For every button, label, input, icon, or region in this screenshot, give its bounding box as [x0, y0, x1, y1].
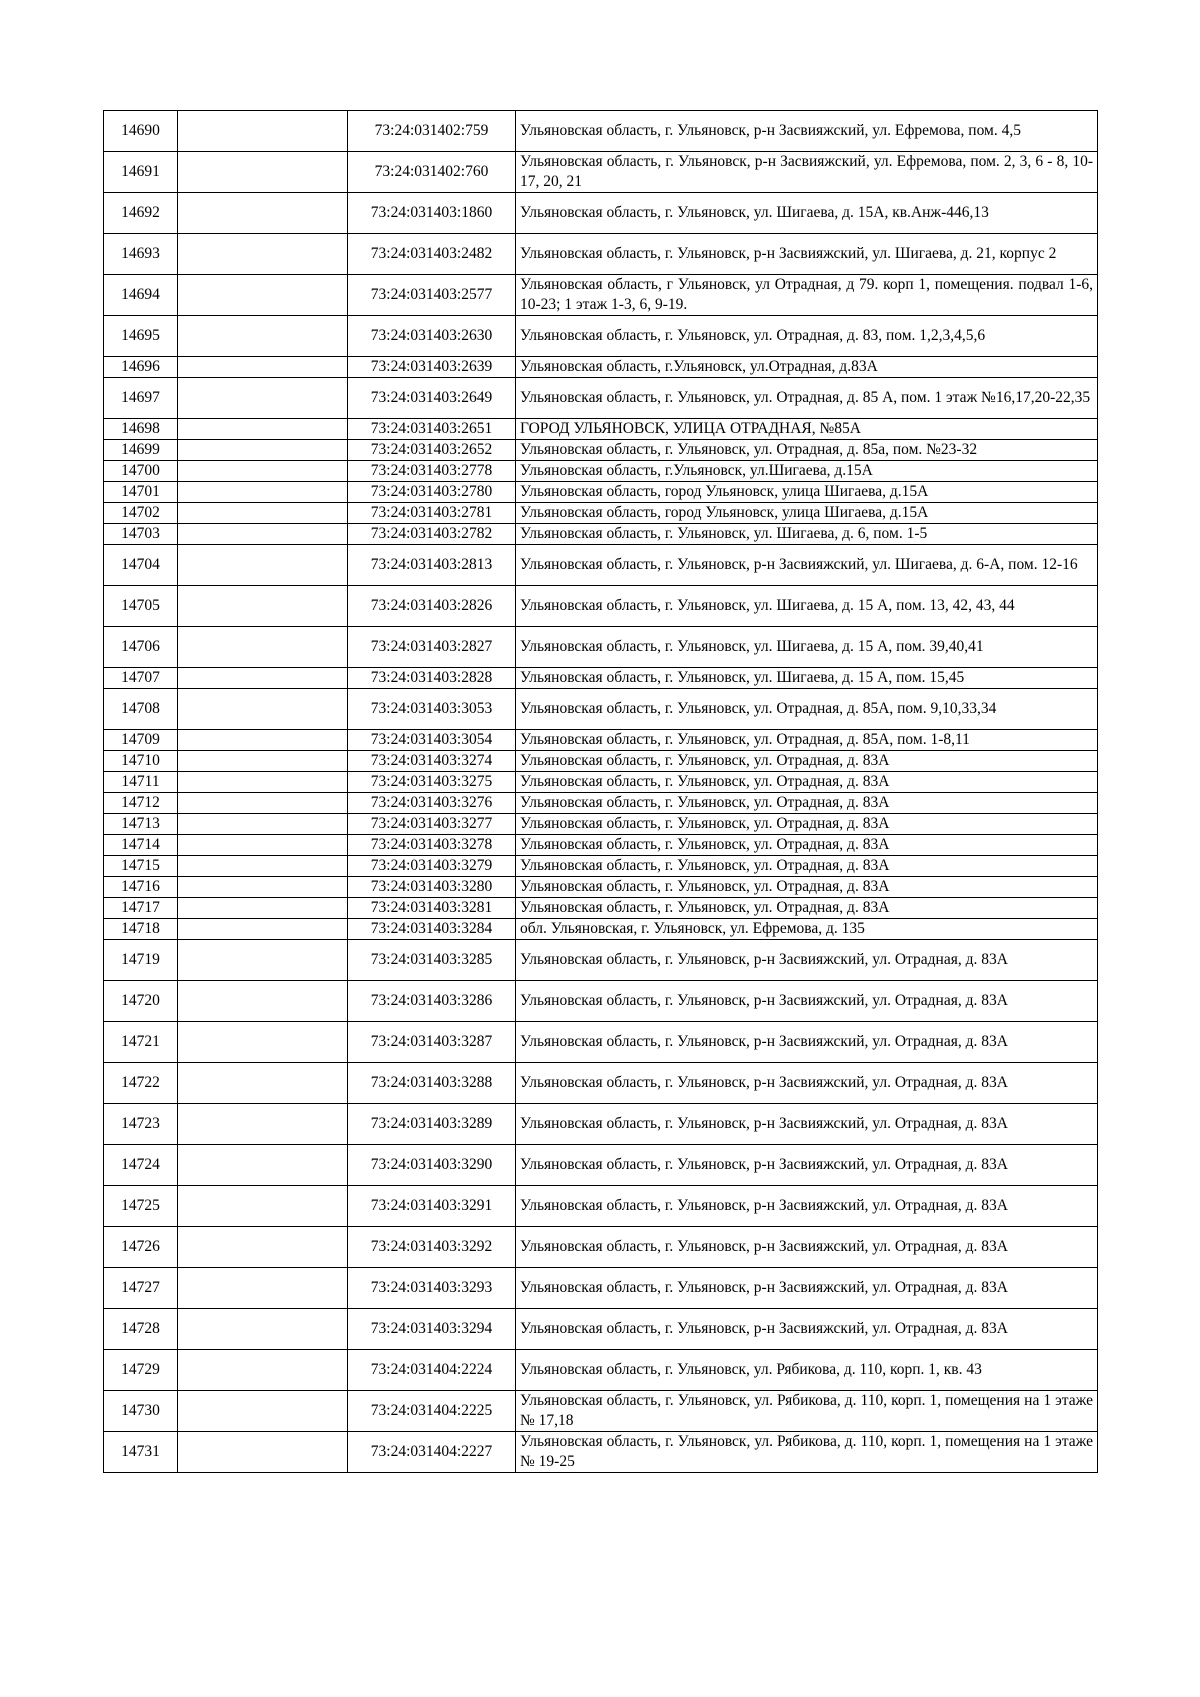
empty-cell [178, 440, 348, 461]
table-row [104, 482, 1098, 503]
table-row [104, 1063, 1098, 1104]
row-number: 14705 [104, 586, 178, 627]
empty-cell [178, 152, 348, 193]
empty-cell [178, 981, 348, 1022]
row-number: 14724 [104, 1145, 178, 1186]
address-cell: Ульяновская область, г. Ульяновск, ул. Отрадная, д. 85а, пом. №23-32 [516, 440, 1098, 461]
empty-cell [178, 111, 348, 152]
row-number: 14715 [104, 856, 178, 877]
cadastral-number: 73:24:031403:2782 [348, 524, 516, 545]
table-row [104, 877, 1098, 898]
cadastral-number: 73:24:031403:2781 [348, 503, 516, 524]
cadastral-table-body [104, 111, 1098, 1473]
empty-cell [178, 877, 348, 898]
address-cell: Ульяновская область, г. Ульяновск, ул. Рябикова, д. 110, корп. 1, помещения на 1 этаже № 19-25 [516, 1432, 1098, 1473]
row-number: 14693 [104, 234, 178, 275]
table-row [104, 940, 1098, 981]
cadastral-number: 73:24:031403:3287 [348, 1022, 516, 1063]
row-number: 14728 [104, 1309, 178, 1350]
row-number: 14717 [104, 898, 178, 919]
address-cell: Ульяновская область, г. Ульяновск, ул. Отрадная, д. 83А [516, 793, 1098, 814]
row-number: 14731 [104, 1432, 178, 1473]
empty-cell [178, 689, 348, 730]
address-cell: Ульяновская область, г. Ульяновск, ул. Шигаева, д. 15 А, пом. 15,45 [516, 668, 1098, 689]
table-row [104, 772, 1098, 793]
cadastral-number: 73:24:031403:2630 [348, 316, 516, 357]
table-row [104, 689, 1098, 730]
row-number: 14729 [104, 1350, 178, 1391]
table-row [104, 814, 1098, 835]
empty-cell [178, 835, 348, 856]
table-row [104, 152, 1098, 193]
row-number: 14703 [104, 524, 178, 545]
empty-cell [178, 919, 348, 940]
empty-cell [178, 357, 348, 378]
table-row [104, 234, 1098, 275]
cadastral-number: 73:24:031403:3294 [348, 1309, 516, 1350]
cadastral-number: 73:24:031403:3053 [348, 689, 516, 730]
table-row [104, 1268, 1098, 1309]
table-row [104, 1350, 1098, 1391]
address-cell: Ульяновская область, г. Ульяновск, р-н Засвияжский, ул. Отрадная, д. 83А [516, 1063, 1098, 1104]
address-cell: Ульяновская область, г. Ульяновск, р-н Засвияжский, ул. Ефремова, пом. 2, 3, 6 - 8, 10-17, 20, 21 [516, 152, 1098, 193]
address-cell: Ульяновская область, г. Ульяновск, ул. Шигаева, д. 15А, кв.Анж-446,13 [516, 193, 1098, 234]
cadastral-number: 73:24:031402:760 [348, 152, 516, 193]
table-row [104, 1432, 1098, 1473]
cadastral-number: 73:24:031403:2827 [348, 627, 516, 668]
address-cell: Ульяновская область, г. Ульяновск, р-н Засвияжский, ул. Ефремова, пом. 4,5 [516, 111, 1098, 152]
table-row [104, 545, 1098, 586]
empty-cell [178, 275, 348, 316]
row-number: 14721 [104, 1022, 178, 1063]
cadastral-number: 73:24:031403:3054 [348, 730, 516, 751]
empty-cell [178, 524, 348, 545]
table-row [104, 193, 1098, 234]
empty-cell [178, 193, 348, 234]
table-row [104, 1104, 1098, 1145]
empty-cell [178, 1063, 348, 1104]
address-cell: обл. Ульяновская, г. Ульяновск, ул. Ефремова, д. 135 [516, 919, 1098, 940]
empty-cell [178, 378, 348, 419]
empty-cell [178, 1145, 348, 1186]
address-cell: Ульяновская область, г. Ульяновск, ул. Отрадная, д. 83А [516, 772, 1098, 793]
row-number: 14702 [104, 503, 178, 524]
empty-cell [178, 316, 348, 357]
empty-cell [178, 1309, 348, 1350]
empty-cell [178, 668, 348, 689]
table-row [104, 981, 1098, 1022]
cadastral-number: 73:24:031403:3284 [348, 919, 516, 940]
empty-cell [178, 898, 348, 919]
row-number: 14706 [104, 627, 178, 668]
address-cell: Ульяновская область, г. Ульяновск, р-н Засвияжский, ул. Отрадная, д. 83А [516, 981, 1098, 1022]
empty-cell [178, 751, 348, 772]
empty-cell [178, 419, 348, 440]
row-number: 14704 [104, 545, 178, 586]
cadastral-number: 73:24:031403:3285 [348, 940, 516, 981]
cadastral-number: 73:24:031403:3277 [348, 814, 516, 835]
table-row [104, 751, 1098, 772]
row-number: 14730 [104, 1391, 178, 1432]
row-number: 14726 [104, 1227, 178, 1268]
row-number: 14727 [104, 1268, 178, 1309]
table-row [104, 503, 1098, 524]
cadastral-number: 73:24:031403:3278 [348, 835, 516, 856]
address-cell: Ульяновская область, г. Ульяновск, ул. Отрадная, д. 85А, пом. 9,10,33,34 [516, 689, 1098, 730]
cadastral-number: 73:24:031403:2826 [348, 586, 516, 627]
address-cell: Ульяновская область, г. Ульяновск, р-н Засвияжский, ул. Отрадная, д. 83А [516, 1268, 1098, 1309]
row-number: 14714 [104, 835, 178, 856]
empty-cell [178, 772, 348, 793]
table-row [104, 668, 1098, 689]
table-row [104, 856, 1098, 877]
address-cell: Ульяновская область, г. Ульяновск, ул. Шигаева, д. 6, пом. 1-5 [516, 524, 1098, 545]
table-row [104, 461, 1098, 482]
cadastral-number: 73:24:031404:2224 [348, 1350, 516, 1391]
empty-cell [178, 461, 348, 482]
row-number: 14716 [104, 877, 178, 898]
cadastral-number: 73:24:031403:3279 [348, 856, 516, 877]
row-number: 14698 [104, 419, 178, 440]
empty-cell [178, 730, 348, 751]
row-number: 14718 [104, 919, 178, 940]
cadastral-number: 73:24:031403:3280 [348, 877, 516, 898]
cadastral-number: 73:24:031403:2577 [348, 275, 516, 316]
address-cell: Ульяновская область, г.Ульяновск, ул.Шигаева, д.15А [516, 461, 1098, 482]
row-number: 14707 [104, 668, 178, 689]
row-number: 14699 [104, 440, 178, 461]
table-row [104, 627, 1098, 668]
cadastral-number: 73:24:031403:1860 [348, 193, 516, 234]
row-number: 14697 [104, 378, 178, 419]
row-number: 14700 [104, 461, 178, 482]
address-cell: Ульяновская область, г. Ульяновск, ул. Шигаева, д. 15 А, пом. 39,40,41 [516, 627, 1098, 668]
address-cell: Ульяновская область, г. Ульяновск, ул. Отрадная, д. 83А [516, 751, 1098, 772]
table-row [104, 1022, 1098, 1063]
address-cell: Ульяновская область, г. Ульяновск, р-н Засвияжский, ул. Шигаева, д. 21, корпус 2 [516, 234, 1098, 275]
address-cell: Ульяновская область, г. Ульяновск, ул. Отрадная, д. 83А [516, 835, 1098, 856]
address-cell: Ульяновская область, г. Ульяновск, ул. Отрадная, д. 83А [516, 814, 1098, 835]
empty-cell [178, 1227, 348, 1268]
address-cell: Ульяновская область, г. Ульяновск, ул. Отрадная, д. 85А, пом. 1-8,11 [516, 730, 1098, 751]
cadastral-number: 73:24:031403:3281 [348, 898, 516, 919]
address-cell: Ульяновская область, г. Ульяновск, р-н Засвияжский, ул. Отрадная, д. 83А [516, 1104, 1098, 1145]
table-row [104, 419, 1098, 440]
cadastral-number: 73:24:031403:2828 [348, 668, 516, 689]
address-cell: Ульяновская область, г.Ульяновск, ул.Отрадная, д.83А [516, 357, 1098, 378]
row-number: 14701 [104, 482, 178, 503]
empty-cell [178, 482, 348, 503]
address-cell: Ульяновская область, город Ульяновск, улица Шигаева, д.15А [516, 482, 1098, 503]
cadastral-number: 73:24:031403:2652 [348, 440, 516, 461]
cadastral-number: 73:24:031403:2780 [348, 482, 516, 503]
address-cell: Ульяновская область, г. Ульяновск, ул. Отрадная, д. 83А [516, 898, 1098, 919]
table-row [104, 1391, 1098, 1432]
cadastral-number: 73:24:031403:3289 [348, 1104, 516, 1145]
table-row [104, 1309, 1098, 1350]
row-number: 14722 [104, 1063, 178, 1104]
table-row [104, 835, 1098, 856]
cadastral-number: 73:24:031403:2649 [348, 378, 516, 419]
document-page [103, 110, 1097, 1473]
row-number: 14713 [104, 814, 178, 835]
address-cell: Ульяновская область, г. Ульяновск, ул. Шигаева, д. 15 А, пом. 13, 42, 43, 44 [516, 586, 1098, 627]
table-row [104, 378, 1098, 419]
empty-cell [178, 793, 348, 814]
cadastral-number: 73:24:031403:2778 [348, 461, 516, 482]
row-number: 14723 [104, 1104, 178, 1145]
table-row [104, 919, 1098, 940]
row-number: 14695 [104, 316, 178, 357]
address-cell: Ульяновская область, г. Ульяновск, р-н Засвияжский, ул. Отрадная, д. 83А [516, 1186, 1098, 1227]
cadastral-number: 73:24:031403:3275 [348, 772, 516, 793]
empty-cell [178, 1186, 348, 1227]
empty-cell [178, 627, 348, 668]
address-cell: ГОРОД УЛЬЯНОВСК, УЛИЦА ОТРАДНАЯ, №85А [516, 419, 1098, 440]
cadastral-number: 73:24:031403:3292 [348, 1227, 516, 1268]
row-number: 14696 [104, 357, 178, 378]
table-row [104, 1227, 1098, 1268]
table-row [104, 316, 1098, 357]
table-row [104, 1145, 1098, 1186]
address-cell: Ульяновская область, г. Ульяновск, ул. Рябикова, д. 110, корп. 1, помещения на 1 этаже № 17,18 [516, 1391, 1098, 1432]
cadastral-number: 73:24:031403:2639 [348, 357, 516, 378]
address-cell: Ульяновская область, г. Ульяновск, р-н Засвияжский, ул. Отрадная, д. 83А [516, 940, 1098, 981]
address-cell: Ульяновская область, г. Ульяновск, р-н Засвияжский, ул. Шигаева, д. 6-А, пом. 12-16 [516, 545, 1098, 586]
table-row [104, 440, 1098, 461]
empty-cell [178, 940, 348, 981]
cadastral-number: 73:24:031402:759 [348, 111, 516, 152]
empty-cell [178, 234, 348, 275]
row-number: 14710 [104, 751, 178, 772]
address-cell: Ульяновская область, г. Ульяновск, р-н Засвияжский, ул. Отрадная, д. 83А [516, 1309, 1098, 1350]
table-row [104, 524, 1098, 545]
cadastral-number: 73:24:031403:3291 [348, 1186, 516, 1227]
cadastral-number: 73:24:031404:2225 [348, 1391, 516, 1432]
address-cell: Ульяновская область, г. Ульяновск, ул. Рябикова, д. 110, корп. 1, кв. 43 [516, 1350, 1098, 1391]
row-number: 14711 [104, 772, 178, 793]
row-number: 14712 [104, 793, 178, 814]
cadastral-number: 73:24:031403:3288 [348, 1063, 516, 1104]
row-number: 14709 [104, 730, 178, 751]
cadastral-number: 73:24:031403:3286 [348, 981, 516, 1022]
empty-cell [178, 856, 348, 877]
empty-cell [178, 1391, 348, 1432]
cadastral-number: 73:24:031403:2482 [348, 234, 516, 275]
table-row [104, 357, 1098, 378]
empty-cell [178, 1104, 348, 1145]
cadastral-number: 73:24:031404:2227 [348, 1432, 516, 1473]
cadastral-table [103, 110, 1098, 1473]
address-cell: Ульяновская область, г. Ульяновск, ул. Отрадная, д. 83А [516, 877, 1098, 898]
empty-cell [178, 814, 348, 835]
table-row [104, 111, 1098, 152]
empty-cell [178, 1022, 348, 1063]
empty-cell [178, 586, 348, 627]
empty-cell [178, 1268, 348, 1309]
row-number: 14708 [104, 689, 178, 730]
address-cell: Ульяновская область, г. Ульяновск, р-н Засвияжский, ул. Отрадная, д. 83А [516, 1145, 1098, 1186]
row-number: 14690 [104, 111, 178, 152]
cadastral-number: 73:24:031403:3290 [348, 1145, 516, 1186]
row-number: 14725 [104, 1186, 178, 1227]
address-cell: Ульяновская область, г. Ульяновск, р-н Засвияжский, ул. Отрадная, д. 83А [516, 1022, 1098, 1063]
table-row [104, 793, 1098, 814]
empty-cell [178, 503, 348, 524]
cadastral-number: 73:24:031403:3293 [348, 1268, 516, 1309]
row-number: 14691 [104, 152, 178, 193]
address-cell: Ульяновская область, г. Ульяновск, ул. Отрадная, д. 83А [516, 856, 1098, 877]
table-row [104, 898, 1098, 919]
table-row [104, 1186, 1098, 1227]
cadastral-number: 73:24:031403:2813 [348, 545, 516, 586]
table-row [104, 586, 1098, 627]
row-number: 14694 [104, 275, 178, 316]
cadastral-number: 73:24:031403:3274 [348, 751, 516, 772]
cadastral-number: 73:24:031403:3276 [348, 793, 516, 814]
row-number: 14692 [104, 193, 178, 234]
address-cell: Ульяновская область, г. Ульяновск, ул. Отрадная, д. 83, пом. 1,2,3,4,5,6 [516, 316, 1098, 357]
address-cell: Ульяновская область, город Ульяновск, улица Шигаева, д.15А [516, 503, 1098, 524]
table-row [104, 275, 1098, 316]
address-cell: Ульяновская область, г Ульяновск, ул Отрадная, д 79. корп 1, помещения. подвал 1-6, 10-23; 1 этаж 1-3, 6, 9-19. [516, 275, 1098, 316]
row-number: 14719 [104, 940, 178, 981]
address-cell: Ульяновская область, г. Ульяновск, ул. Отрадная, д. 85 А, пом. 1 этаж №16,17,20-22,35 [516, 378, 1098, 419]
address-cell: Ульяновская область, г. Ульяновск, р-н Засвияжский, ул. Отрадная, д. 83А [516, 1227, 1098, 1268]
empty-cell [178, 545, 348, 586]
cadastral-number: 73:24:031403:2651 [348, 419, 516, 440]
empty-cell [178, 1432, 348, 1473]
empty-cell [178, 1350, 348, 1391]
table-row [104, 730, 1098, 751]
row-number: 14720 [104, 981, 178, 1022]
